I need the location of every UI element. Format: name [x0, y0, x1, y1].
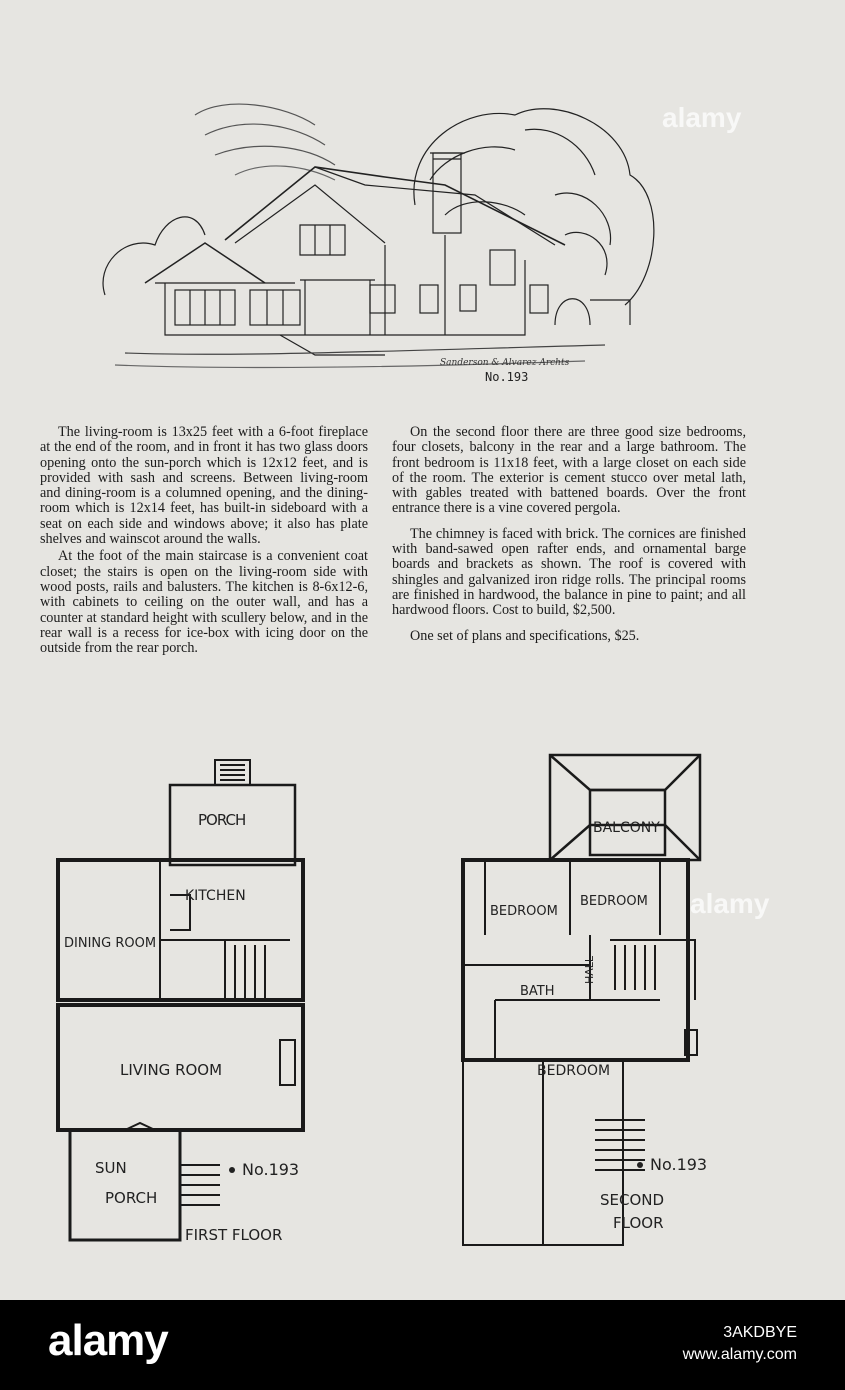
illustration-caption: No.193	[485, 370, 529, 384]
text-paragraph: The living-room is 13x25 feet with a 6-foot fireplace at the end of the room, and in front it has two glass doors opening onto the sun-porch which is 12x12 feet, and is provided with sash and screens. Between living-room and dining-room is a columned opening, and the dining-room which is 12x14 feet, has built-in sideboard with a seat on each side and windows above; it also has plate shelves and wainscot around the walls.	[40, 424, 368, 548]
second-floor-plan	[455, 750, 725, 1255]
site-url[interactable]: www.alamy.com	[682, 1346, 797, 1363]
brand-logo: alamy	[48, 1316, 168, 1365]
label-bath: BATH	[520, 984, 555, 999]
label-sun-porch: PORCH	[105, 1189, 158, 1207]
house-illustration	[85, 85, 685, 395]
label-hall: HALL	[583, 955, 596, 984]
plan-title-1: SECOND	[600, 1191, 665, 1209]
image-info	[683, 1322, 797, 1366]
plan-title: FIRST FLOOR	[185, 1226, 283, 1244]
plan-title-2: FLOOR	[613, 1214, 664, 1232]
image-id: 3AKDBYE	[723, 1324, 797, 1341]
label-sun: SUN	[95, 1159, 127, 1177]
text-paragraph: At the foot of the main staircase is a convenient coat closet; the stairs is open on the living-room side with wood posts, rails and balusters. The kitchen is 8-6x12-6, with cabinets to ceiling on the outer wall, and has a counter at standard height with scullery below, and in the rear wall is a recess for ice-box with icing door on the outside from the rear porch.	[40, 548, 368, 657]
label-balcony: BALCONY	[593, 820, 660, 836]
plan-number: No.193	[650, 1155, 708, 1174]
label-kitchen: KITCHEN	[185, 888, 246, 904]
label-bedroom-1: BEDROOM	[490, 904, 558, 919]
text-paragraph: One set of plans and specifications, $25.	[410, 627, 640, 644]
label-bedroom-2: BEDROOM	[580, 894, 648, 909]
footer-bar	[0, 1300, 845, 1390]
watermark: alamy	[690, 888, 770, 919]
label-porch: PORCH	[198, 811, 246, 829]
text-paragraph: On the second floor there are three good size bedrooms, four closets, balcony in the rear and a large bathroom. The front bedroom is 11x18 feet, with a large closet on each side of the room. The exterior is cement stucco over metal lath, with gables treated with battened boards. Over the front entrance there is a vine covered pergola.	[392, 424, 746, 517]
text-column-left	[40, 425, 368, 658]
illustration-signature: Sanderson & Alvarez Archts	[440, 358, 570, 368]
text-paragraph: The chimney is faced with brick. The cornices are finished with band-sawed open rafter ends, and ornamental barge boards and brackets as shown. The roof is covered with shingles and galvanized iron ridge rolls. The principal rooms are finished in hardwood, the balance in pine to paint; and all hardwood floors. Cost to build, $2,500.	[392, 525, 746, 619]
label-living-room: LIVING ROOM	[120, 1061, 223, 1079]
label-dining-room: DINING ROOM	[64, 936, 157, 951]
plan-number: No.193	[242, 1160, 300, 1179]
first-floor-plan	[50, 755, 320, 1255]
label-bedroom-3: BEDROOM	[537, 1063, 611, 1079]
text-column-right	[392, 425, 746, 646]
watermark: alamy	[662, 102, 742, 133]
